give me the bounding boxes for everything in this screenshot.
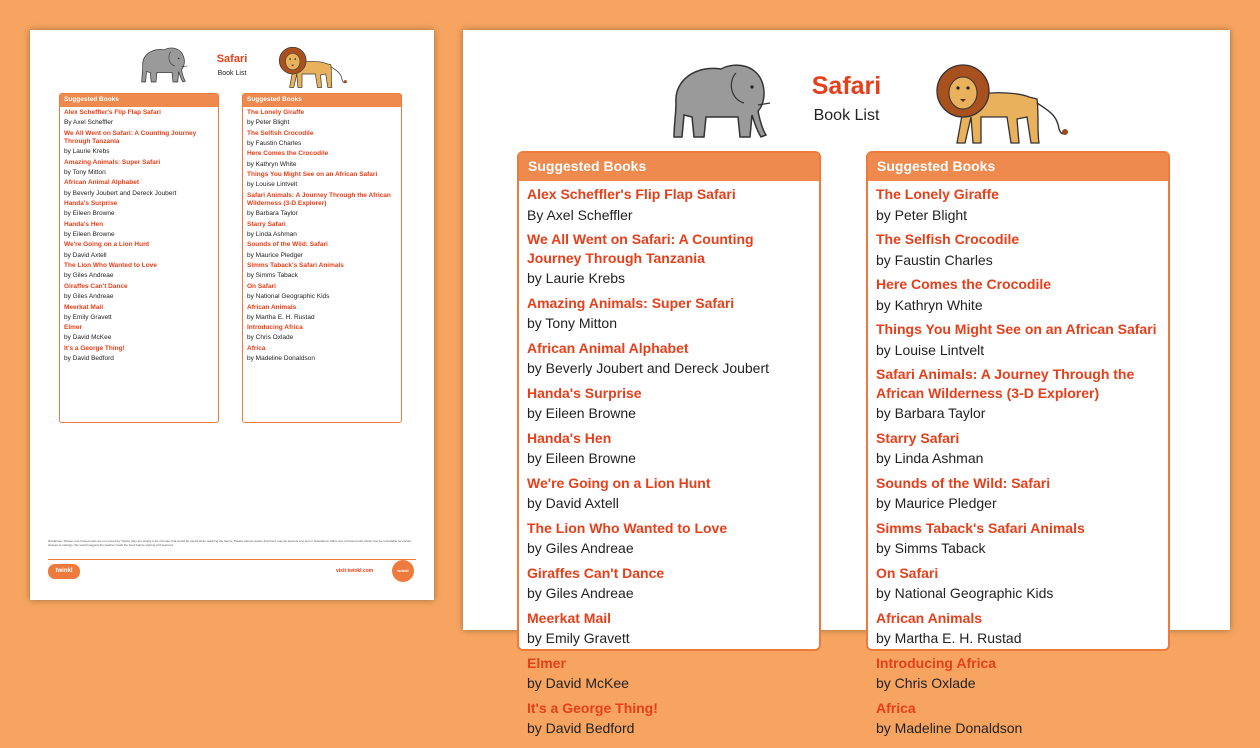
book-item	[64, 324, 214, 344]
book-title: Introducing Africa	[876, 654, 997, 671]
book-item	[527, 699, 811, 741]
book-title: Here Comes the Crocodile	[876, 276, 1052, 292]
book-item	[527, 294, 811, 336]
brand-logo: twinkl	[48, 564, 80, 579]
suggested-books-box-left	[59, 93, 219, 423]
book-title: Africa	[247, 344, 266, 352]
book-author: by Martha E. H. Rustad	[876, 630, 1022, 646]
book-author: by Giles Andreae	[64, 272, 114, 280]
book-item	[876, 699, 1160, 741]
book-title: Handa's Hen	[64, 220, 104, 228]
book-title: Amazing Animals: Super Safari	[64, 158, 161, 166]
book-author: by Maurice Pledger	[247, 251, 303, 259]
box-heading: Suggested Books	[868, 153, 1168, 181]
box-heading: Suggested Books	[243, 94, 401, 107]
book-item	[876, 230, 1160, 272]
book-list	[868, 181, 1168, 748]
book-item	[64, 130, 214, 158]
suggested-books-box-right	[866, 151, 1170, 736]
book-author: by Emily Gravett	[527, 630, 630, 646]
book-title: African Animals	[247, 303, 297, 311]
book-item	[876, 365, 1160, 426]
book-item	[876, 185, 1160, 227]
book-item	[527, 564, 811, 606]
disclaimer-text: Disclaimer: Please note these books are not owned by Twinkl, they are simply a list of books that would be useful when teaching the theme. Please also be aware that there may be aspects of a text or illustrations within any of these books which may be unsuitable for certain classes or settings. We would suggest the teacher reads the book before sharing with learners.	[48, 539, 412, 547]
book-item	[527, 185, 811, 227]
suggested-books-box-right	[242, 93, 402, 423]
book-item	[876, 654, 1160, 696]
book-title: The Lonely Giraffe	[247, 109, 305, 116]
book-author: by Beverly Joubert and Dereck Joubert	[527, 360, 770, 376]
book-author: by Madeline Donaldson	[247, 355, 315, 363]
box-heading: Suggested Books	[519, 153, 819, 181]
book-title: The Lion Who Wanted to Love	[527, 519, 728, 536]
book-title: Handa's Surprise	[527, 384, 642, 401]
footer-divider	[48, 559, 416, 560]
book-title: Starry Safari	[876, 429, 960, 446]
book-item	[247, 221, 397, 241]
book-title: It's a George Thing!	[64, 344, 125, 352]
book-title: The Lonely Giraffe	[876, 186, 999, 202]
box-heading: Suggested Books	[60, 94, 218, 107]
book-author: by Faustin Charles	[876, 251, 993, 268]
book-author: by Eileen Browne	[527, 450, 636, 466]
book-author: by David Axtell	[527, 495, 619, 511]
book-title: Giraffes Can't Dance	[64, 282, 128, 290]
book-item	[64, 304, 214, 324]
book-title: Amazing Animals: Super Safari	[527, 294, 735, 311]
book-author: by Louise Lintvelt	[247, 181, 298, 189]
book-author: by Peter Blight	[247, 119, 290, 127]
page-title: Safari	[811, 72, 882, 100]
book-item	[247, 324, 397, 344]
book-title: Africa	[876, 699, 916, 716]
book-author: by Giles Andreae	[527, 540, 634, 556]
book-author: By Axel Scheffler	[64, 119, 114, 127]
book-item	[527, 609, 811, 651]
main-page	[463, 30, 1230, 736]
book-item	[876, 320, 1160, 362]
book-item	[247, 262, 397, 282]
book-author: by Barbara Taylor	[876, 405, 986, 421]
book-item	[64, 345, 214, 365]
book-author: by Louise Lintvelt	[876, 341, 985, 358]
book-title: The Selfish Crocodile	[876, 231, 1020, 247]
book-author: by Maurice Pledger	[876, 495, 997, 511]
book-title: Handa's Surprise	[64, 200, 118, 208]
book-author: by Kathryn White	[247, 160, 297, 168]
book-author: by Giles Andreae	[64, 293, 114, 301]
footer-url[interactable]: visit twinkl.com	[336, 568, 374, 574]
book-author: by David Axtell	[64, 251, 107, 259]
book-item	[247, 171, 397, 191]
book-list	[519, 181, 819, 748]
book-title: It's a George Thing!	[527, 699, 658, 716]
book-item	[64, 179, 214, 199]
book-author: by Laurie Krebs	[527, 270, 626, 286]
book-title: Things You Might See on an African Safari	[247, 171, 378, 179]
book-author: by Eileen Browne	[64, 210, 115, 218]
book-list	[243, 107, 401, 368]
book-item	[247, 345, 397, 365]
book-item	[527, 519, 811, 561]
book-author: By Axel Scheffler	[527, 206, 633, 223]
book-title: Meerkat Mail	[64, 303, 104, 311]
book-title: We All Went on Safari: A Counting Journey Through Tanzania	[527, 231, 754, 266]
book-title: Sounds of the Wild: Safari	[247, 241, 328, 249]
book-author: by Faustin Charles	[247, 139, 302, 147]
thumbnail-page	[30, 30, 434, 600]
book-author: by Eileen Browne	[64, 230, 115, 238]
lion-icon	[925, 55, 1070, 150]
book-title: We All Went on Safari: A Counting Journey Through Tanzania	[64, 129, 197, 145]
book-title: On Safari	[876, 564, 939, 581]
book-author: by Peter Blight	[876, 206, 968, 223]
book-author: by Eileen Browne	[527, 405, 636, 421]
book-title: African Animals	[876, 609, 983, 626]
book-author: by Tony Mitton	[64, 168, 106, 176]
book-author: by National Geographic Kids	[876, 585, 1054, 601]
book-item	[247, 192, 397, 220]
book-title: We're Going on a Lion Hunt	[64, 241, 150, 249]
book-title: Safari Animals: A Journey Through the African Wilderness (3-D Explorer)	[247, 191, 391, 208]
book-item	[247, 130, 397, 150]
page-title: Safari	[216, 53, 248, 65]
book-item	[876, 609, 1160, 651]
book-author: by Simms Taback	[247, 272, 298, 280]
book-author: by David McKee	[527, 675, 629, 691]
book-item	[876, 519, 1160, 561]
book-list	[60, 107, 218, 368]
book-item	[876, 564, 1160, 606]
book-title: Things You Might See on an African Safari	[876, 321, 1157, 337]
book-title: African Animal Alphabet	[64, 179, 140, 187]
book-item	[876, 275, 1160, 317]
book-item	[876, 474, 1160, 516]
book-item	[64, 283, 214, 303]
book-author: by Simms Taback	[876, 540, 986, 556]
book-author: by Linda Ashman	[876, 450, 984, 466]
book-title: Simms Taback's Safari Animals	[247, 262, 344, 270]
book-title: Giraffes Can't Dance	[527, 564, 665, 581]
book-author: by Laurie Krebs	[64, 148, 110, 156]
book-author: by Linda Ashman	[247, 230, 297, 238]
book-title: On Safari	[247, 282, 276, 290]
book-title: We're Going on a Lion Hunt	[527, 474, 711, 491]
book-item	[247, 150, 397, 170]
lion-icon	[273, 42, 348, 91]
book-author: by Emily Gravett	[64, 313, 112, 321]
book-author: by David Bedford	[527, 720, 635, 736]
book-item	[247, 304, 397, 324]
book-title: The Selfish Crocodile	[247, 129, 314, 137]
book-title: Simms Taback's Safari Animals	[876, 519, 1085, 536]
book-title: Elmer	[64, 324, 83, 332]
book-title: Elmer	[527, 654, 566, 671]
book-item	[527, 384, 811, 426]
book-author: by Tony Mitton	[527, 315, 618, 331]
book-item	[247, 109, 397, 129]
book-author: by National Geographic Kids	[247, 293, 330, 301]
book-title: Alex Scheffler's Flip Flap Safari	[64, 109, 161, 116]
book-author: by Chris Oxlade	[247, 334, 294, 342]
book-item	[64, 109, 214, 129]
book-author: by Martha E. H. Rustad	[247, 313, 315, 321]
book-title: Starry Safari	[247, 220, 286, 228]
book-title: Here Comes the Crocodile	[247, 150, 329, 158]
book-item	[527, 654, 811, 696]
book-title: The Lion Who Wanted to Love	[64, 262, 157, 270]
book-title: Sounds of the Wild: Safari	[876, 474, 1051, 491]
book-author: by Giles Andreae	[527, 585, 634, 601]
book-item	[876, 429, 1160, 471]
book-item	[527, 339, 811, 381]
book-item	[64, 159, 214, 179]
book-item	[64, 200, 214, 220]
page-subtitle: Book List	[813, 107, 880, 124]
brand-badge: twinkl	[392, 560, 414, 582]
book-title: Handa's Hen	[527, 429, 612, 446]
book-title: African Animal Alphabet	[527, 339, 689, 356]
book-item	[527, 429, 811, 471]
page-subtitle: Book List	[217, 70, 247, 77]
book-item	[64, 241, 214, 261]
book-item	[527, 230, 811, 291]
book-author: by Kathryn White	[876, 296, 983, 313]
book-author: by Chris Oxlade	[876, 675, 976, 691]
book-author: by Beverly Joubert and Dereck Joubert	[64, 189, 177, 197]
book-author: by David Bedford	[64, 355, 114, 363]
book-item	[64, 262, 214, 282]
book-item	[247, 283, 397, 303]
book-item	[64, 221, 214, 241]
book-author: by Madeline Donaldson	[876, 720, 1023, 736]
book-author: by Barbara Taylor	[247, 210, 298, 218]
book-title: Meerkat Mail	[527, 609, 612, 626]
book-title: Introducing Africa	[247, 324, 303, 332]
book-title: Safari Animals: A Journey Through the African Wilderness (3-D Explorer)	[876, 366, 1135, 401]
suggested-books-box-left	[517, 151, 821, 736]
book-author: by David McKee	[64, 334, 112, 342]
book-item	[527, 474, 811, 516]
book-title: Alex Scheffler's Flip Flap Safari	[527, 186, 736, 202]
book-item	[247, 241, 397, 261]
